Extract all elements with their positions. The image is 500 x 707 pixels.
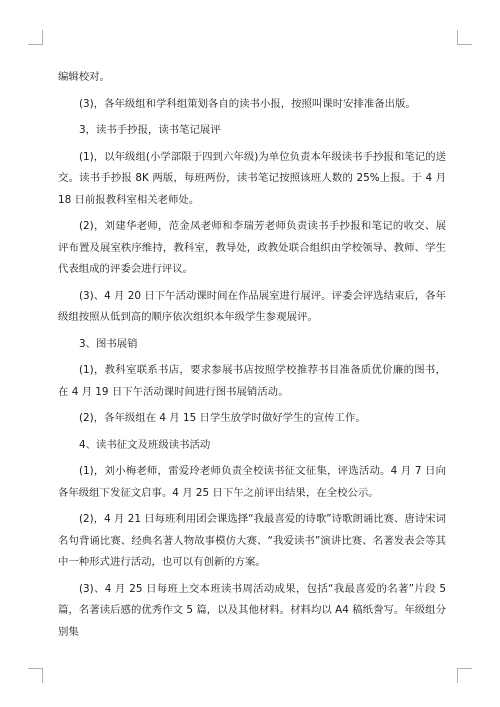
section-heading: 3、图书展销	[79, 337, 138, 350]
paragraph: (2)，4 月 21 日每班利用团会课选择“我最喜爱的诗歌”诗歌朗诵比赛、唐诗宋词名句背诵比赛、经典名著人物故事模仿大赛、“我爱读书”演讲比赛、名著发表会等其中一种形式进行活动，也可以有创新的方案。	[58, 513, 446, 569]
crop-mark-bottom-left	[28, 668, 43, 683]
section-heading: 3，读书手抄报，读书笔记展评	[79, 124, 221, 137]
section-heading: 4、读书征文及班级读书活动	[79, 438, 211, 451]
paragraph: (2)，刘建华老师，范金凤老师和李瑞芳老师负责读书手抄报和笔记的收交、展评布置及展室秩序维持，教科室，教导处，政教处联合组织由学校领导、教师、学生代表组成的评委会进行评议。	[58, 220, 446, 275]
crop-mark-top-left	[28, 30, 43, 45]
paragraph: (2)，各年级组在 4 月 15 日学生放学时做好学生的宣传工作。	[79, 412, 366, 425]
paragraph: (3)，各年级组和学科组策划各自的读书小报，按照叫课时安排准备出版。	[79, 97, 416, 110]
crop-mark-top-right	[457, 30, 472, 45]
paragraph: (1)，以年级组(小学部限于四到六年级)为单位负责本年级读书手抄报和笔记的送交。读书手抄报 8K 两版，每班两份，读书笔记按照该班人数的 25%上报。于 4 月 18 日前报教科室相关老师处。	[58, 150, 446, 206]
crop-mark-bottom-right	[457, 668, 472, 683]
paragraph: (1)，教科室联系书店，要求参展书店按照学校推荐书目准备质优价廉的图书，在 4 月 19 日下午活动课时间进行图书展销活动。	[58, 364, 446, 398]
document-body	[58, 67, 446, 648]
paragraph: (3)、4 月 20 日下午活动课时间在作品展室进行展评。评委会评选结束后，各年级组按照从低到高的顺序依次组织本年级学生参观展评。	[58, 289, 446, 323]
paragraph: (3)、4 月 25 日每班上交本班读书周活动成果，包括“我最喜爱的名著”片段 5 篇，名著读后感的优秀作文 5 篇，以及其他材料。材料均以 A4 稿纸誊写。年级组分别集	[58, 582, 446, 638]
paragraph: (1)，刘小梅老师，雷爱玲老师负责全校读书征文征集，评选活动。4 月 7 日向各年级组下发征文启事。4 月 25 日下午之前评出结果，在全校公示。	[58, 465, 446, 499]
paragraph: 编辑校对。	[58, 71, 110, 83]
